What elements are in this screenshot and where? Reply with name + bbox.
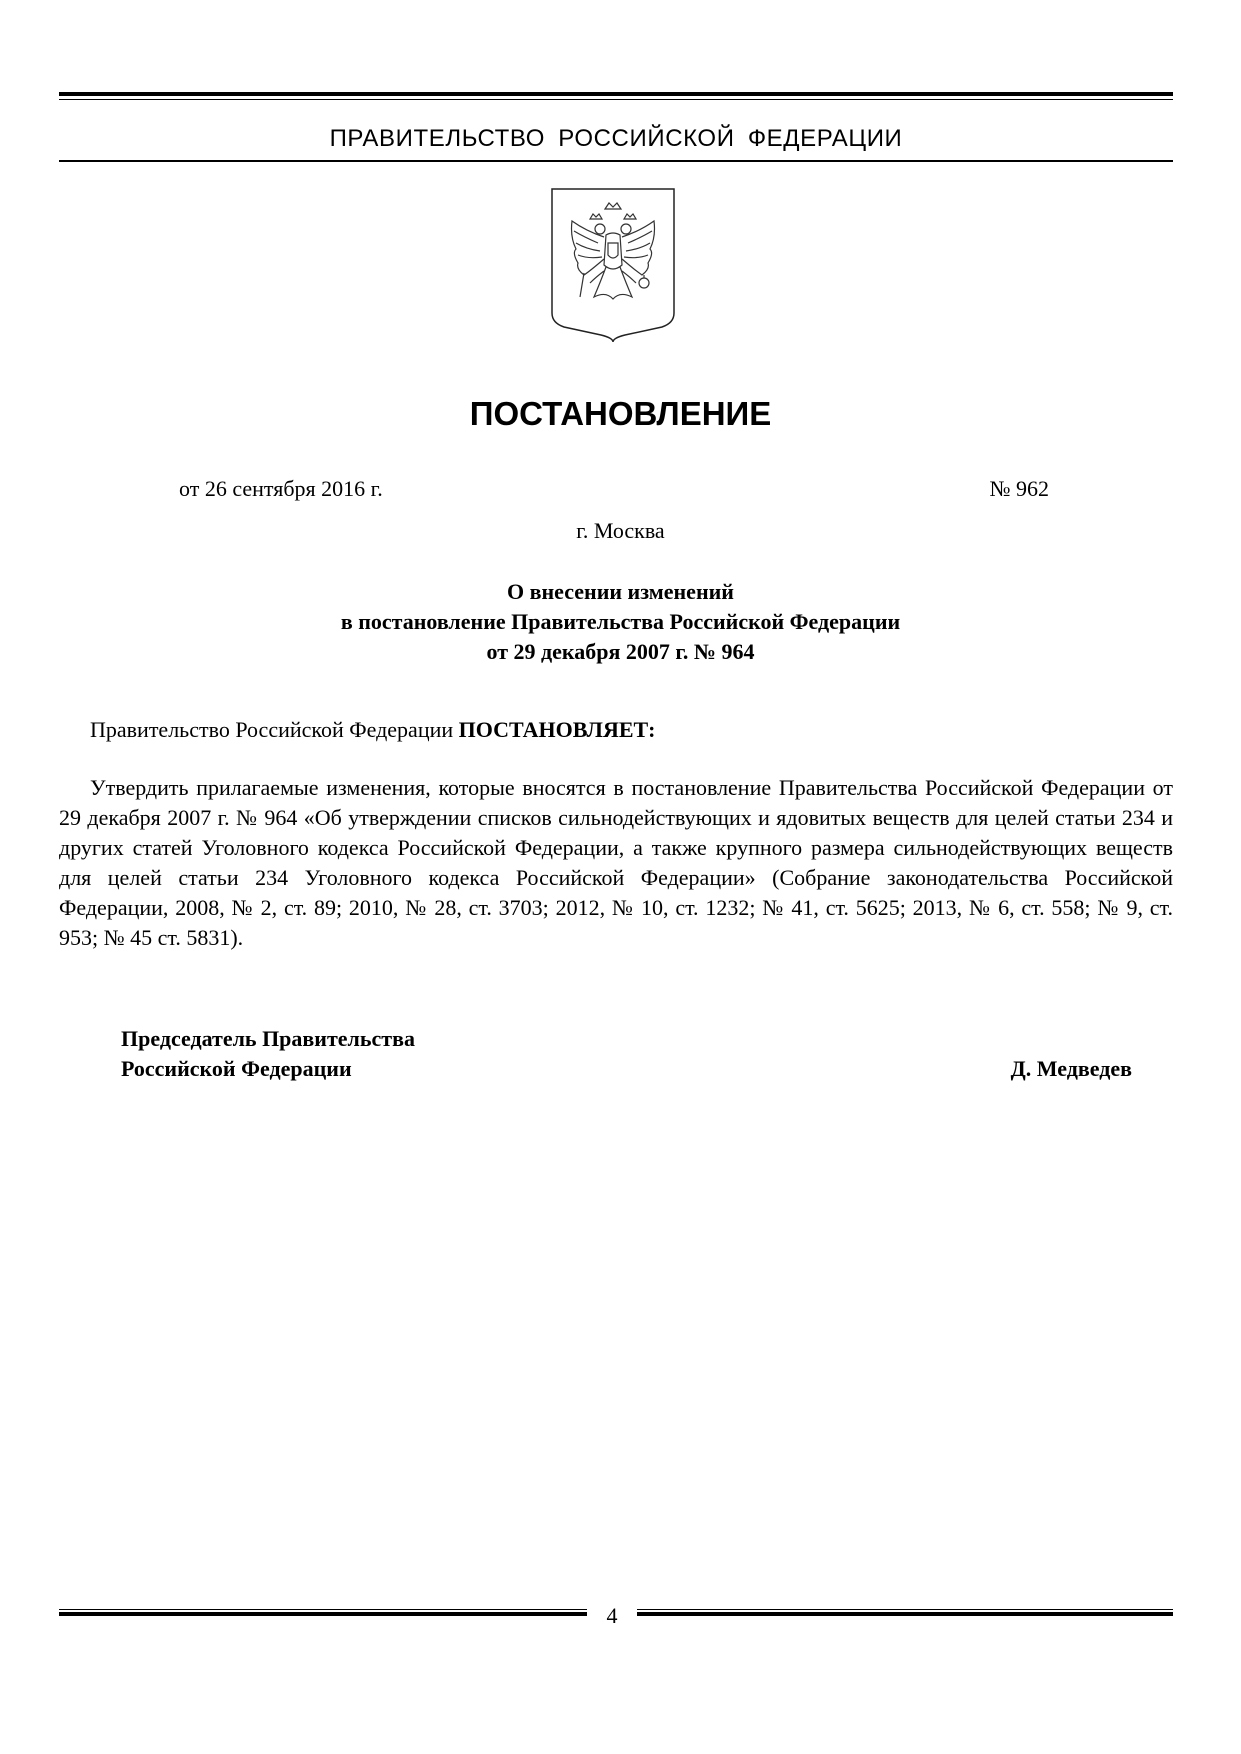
government-header: ПРАВИТЕЛЬСТВО РОССИЙСКОЙ ФЕДЕРАЦИИ — [329, 125, 903, 152]
top-rule-thick — [59, 92, 1173, 96]
document-number: № 962 — [989, 476, 1049, 501]
document-title — [0, 577, 1241, 667]
page-number: 4 — [606, 1603, 618, 1628]
preamble-text: Правительство Российской Федерации — [90, 717, 454, 742]
footer-rule-left-thick — [59, 1612, 587, 1616]
signatory-position — [121, 1024, 415, 1084]
document-city: г. Москва — [576, 518, 665, 543]
body-paragraph: Утвердить прилагаемые изменения, которые вносятся в постановление Правительства Российской Федерации от 29 декабря 2007 г. № 964 «Об утверждении списков сильнодействующих и ядовитых веществ для целей статьи 234 и других статей Уголовного кодекса Российской Федерации, а также крупного размера сильнодействующих веществ для целей статьи 234 Уголовного кодекса Российской Федерации» (Собрание законодательства Российской Федерации, 2008, № 2, ст. 89; 2010, № 28, ст. 3703; 2012, № 10, ст. 1232; № 41, ст. 5625; 2013, № 6, ст. 558; № 9, ст. 953; № 45 ст. 5831). — [59, 775, 1173, 950]
preamble — [90, 715, 656, 745]
signatory-position-line-2: Российской Федерации — [121, 1056, 352, 1081]
footer-rule-right-thick — [637, 1612, 1173, 1616]
preamble-decree: ПОСТАНОВЛЯЕТ: — [458, 717, 656, 742]
title-line-2: в постановление Правительства Российской Федерации — [340, 609, 901, 634]
top-rule-thin — [59, 99, 1173, 100]
document-date: от 26 сентября 2016 г. — [179, 476, 383, 501]
signatory-name: Д. Медведев — [1010, 1056, 1132, 1081]
title-line-3: от 29 декабря 2007 г. № 964 — [486, 639, 755, 664]
document-type: ПОСТАНОВЛЕНИЕ — [469, 395, 772, 432]
header-underline — [59, 160, 1173, 162]
footer-rule-left-thin — [59, 1609, 587, 1610]
title-line-1: О внесении изменений — [507, 579, 734, 604]
signatory-position-line-1: Председатель Правительства — [121, 1026, 415, 1051]
footer-rule-right-thin — [637, 1609, 1173, 1610]
coat-of-arms-icon — [550, 187, 676, 343]
